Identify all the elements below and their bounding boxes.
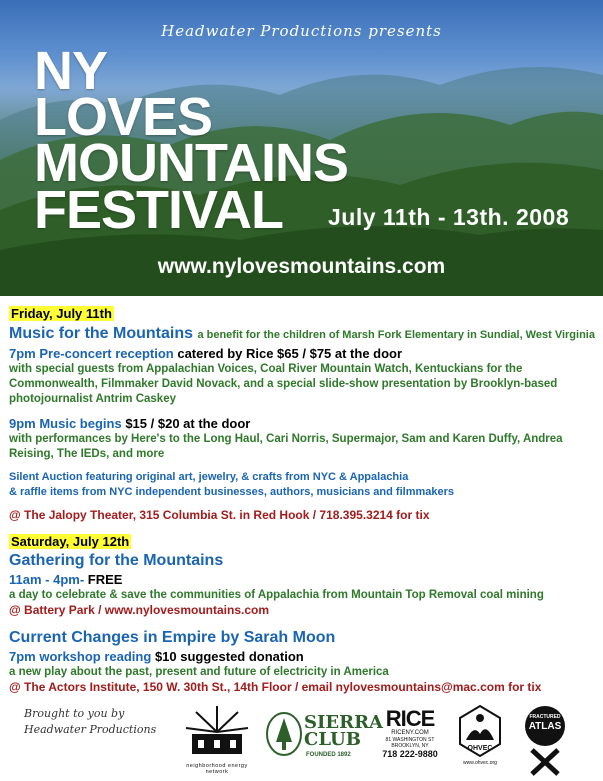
play-title: Current Changes in Empire by Sarah Moon (9, 629, 336, 646)
ohvec-url: www.ohvec.org (463, 760, 497, 766)
sponsor-footer (0, 700, 603, 780)
festival-url[interactable]: www.nylovesmountains.com (157, 255, 446, 278)
sierra-founded: FOUNDED 1892 (306, 752, 351, 758)
presenter-line: Headwater Productions presents (161, 22, 442, 40)
ohvec-logo (455, 704, 505, 772)
brought-line-2: Headwater Productions (24, 723, 157, 736)
sierra-line-2: CLUB (304, 729, 361, 750)
ohvec-label: OHVEC (467, 745, 493, 752)
brought-to-you-by (24, 706, 156, 738)
title-line-4: FESTIVAL (34, 180, 284, 240)
saturday-time: 11am - 4pm- (9, 572, 85, 587)
friday-music-time: 9pm Music begins (9, 416, 122, 431)
sequoia-tree-icon (266, 712, 302, 756)
friday-venue: @ The Jalopy Theater, 315 Columbia St. in Red Hook / 718.395.3214 for tix (9, 508, 430, 522)
friday-day-label: Friday, July 11th (11, 306, 112, 321)
friday-event-title: Music for the Mountains (9, 325, 193, 342)
sierra-line-1: SIERRA (304, 712, 384, 733)
nen-label: neighborhood energy network (186, 763, 248, 775)
play-description: a new play about the past, present and future of electricity in America (9, 666, 389, 678)
saturday-description: a day to celebrate & save the communities of Appalachia from Mountain Top Removal coal mining (9, 589, 544, 601)
sierra-club-logo (266, 708, 384, 768)
friday-performers: with performances by Here's to the Long Haul, Cari Norris, Supermajor, Sam and Karen Duffy, Andrea Reising, The IEDs, and more (9, 433, 563, 460)
atlas-main-label: ATLAS (528, 721, 562, 732)
rice-line-1: RICENY.COM (391, 730, 429, 736)
play-price: $10 suggested donation (154, 649, 304, 664)
saturday-day-label: Saturday, July 12th (11, 534, 130, 549)
friday-event-subtitle: a benefit for the children of Marsh Fork Elementary in Sundial, West Virginia (197, 329, 595, 341)
rice-phone: 718 222-9880 (382, 749, 438, 759)
rice-line-3: BROOKLYN, NY (391, 743, 429, 749)
brought-line-1: Brought to you by (24, 707, 125, 720)
play-time: 7pm workshop reading (9, 649, 152, 664)
friday-auction-line-2: & raffle items from NYC independent businesses, authors, musicians and filmmakers (9, 486, 455, 498)
saturday-event-title: Gathering for the Mountains (9, 552, 224, 569)
fractured-atlas-logo (520, 704, 570, 776)
title-line-3: MOUNTAINS (34, 133, 348, 193)
saturday-venue: @ Battery Park / www.nylovesmountains.com (9, 603, 269, 617)
festival-dates: July 11th - 13th. 2008 (328, 204, 570, 230)
event-listings (9, 300, 599, 695)
friday-music-price: $15 / $20 at the door (125, 416, 251, 431)
saturday-price: FREE (87, 572, 123, 587)
rice-line-2: 81 WASHINGTON ST (385, 737, 435, 743)
rice-title: RICE (385, 706, 435, 731)
play-venue: @ The Actors Institute, 150 W. 30th St., 14th Floor / email nylovesmountains@mac.com for tix (9, 680, 542, 694)
title-line-2: LOVES (34, 87, 213, 147)
friday-auction-line-1: Silent Auction featuring original art, jewelry, & crafts from NYC & Appalachia (9, 471, 409, 483)
friday-reception-detail: catered by Rice $65 / $75 at the door (177, 346, 403, 361)
hero-banner (0, 0, 603, 296)
rice-logo (380, 708, 440, 768)
atlas-top-label: FRACTURED (529, 714, 561, 720)
title-line-1: NY (34, 41, 108, 101)
sunburst-icon (178, 702, 256, 758)
friday-reception-time: 7pm Pre-concert reception (9, 346, 174, 361)
neighborhood-energy-network-logo (178, 702, 256, 774)
friday-guests: with special guests from Appalachian Voices, Coal River Mountain Watch, Kentuckians for the Commonwealth, Filmmaker David Novack, and a special slide-show presentation by Brooklyn-based photojournalist Antrim Caskey (9, 363, 558, 405)
